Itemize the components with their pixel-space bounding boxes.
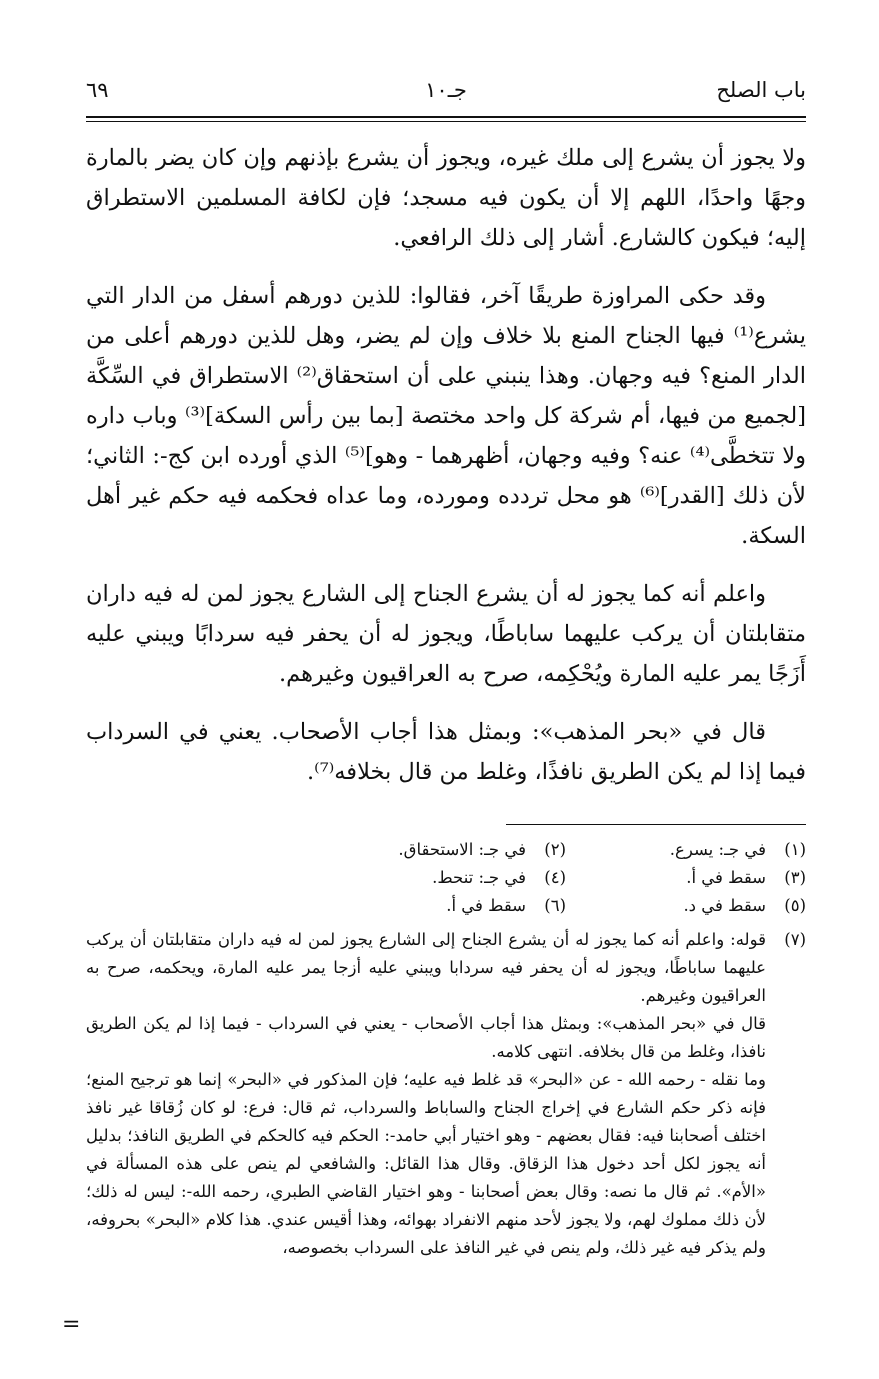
footnote-row bbox=[86, 892, 806, 920]
footnote-separator bbox=[506, 824, 806, 825]
footnote-row bbox=[86, 836, 806, 864]
header-rule-thin bbox=[86, 121, 806, 122]
footnote bbox=[566, 836, 806, 864]
footnote-text: سقط في أ. bbox=[686, 868, 766, 887]
footnote-number: (٦) bbox=[544, 896, 566, 915]
footnote-text: في جـ: الاستحقاق. bbox=[398, 840, 526, 859]
short-footnotes bbox=[86, 836, 806, 920]
main-paragraph: قال في «بحر المذهب»: وبمثل هذا أجاب الأصحاب. يعني في السرداب فيما إذا لم يكن الطريق نافذًا، وغلط من قال بخلافه⁽⁷⁾. bbox=[86, 719, 806, 785]
main-paragraph: واعلم أنه كما يجوز له أن يشرع الجناح إلى الشارع يجوز لمن له فيه داران متقابلتان أن يركب عليهما ساباطًا، ويجوز له أن يحفر فيه سردابًا ويبني عليه أَزَجًا يمر عليه المارة ويُحْكِمه، صرح به العراقيون وغيرهم. bbox=[86, 581, 806, 687]
footnote bbox=[566, 892, 806, 920]
footnote bbox=[566, 864, 806, 892]
footnote-number: (٤) bbox=[544, 868, 566, 887]
running-header bbox=[86, 78, 806, 108]
footnote-text: سقط في أ. bbox=[446, 896, 526, 915]
header-rule-thick bbox=[86, 116, 806, 118]
footnote bbox=[326, 892, 566, 920]
footnote-number: (٧) bbox=[784, 930, 806, 949]
footnote-paragraph: وما نقله - رحمه الله - عن «البحر» قد غلط فيه عليه؛ فإن المذكور في «البحر» إنما هو ترجيح المنع؛ فإنه ذكر حكم الشارع في إخراج الجناح والساباط والسرداب، ثم قال: فرع: لو كان زُقاقا غير نافذ اختلف أصحابنا فيه: فقال بعضهم - وهو اختيار أبي حامد-: الحكم فيه كالحكم في الطريق النافذ؛ بدليل أنه يجوز لكل أحد دخول هذا الزقاق. وقال هذا القائل: والشافعي لم ينص على هذه المسألة في «الأم». ثم قال ما نصه: وقال بعض أصحابنا - وهو اختيار القاضي الطبري، رحمه الله-: ليس له ذلك؛ لأن ذلك مملوك لهم، ولا يجوز لأحد منهم الانفراد بهوائه، وهذا أقيس عندي. هذا كلام «البحر» بحروفه، ولم يذكر فيه غير ذلك، ولم ينص في غير النافذ على السرداب بخصوصه، bbox=[86, 1070, 766, 1257]
long-footnote bbox=[86, 926, 806, 1262]
continuation-mark: = bbox=[62, 1312, 81, 1337]
footnote-text: في جـ: تنحط. bbox=[432, 868, 526, 887]
footnote-number: (٥) bbox=[784, 896, 806, 915]
footnote-number: (١) bbox=[784, 840, 806, 859]
footnote-paragraph: قوله: واعلم أنه كما يجوز له أن يشرع الجناح إلى الشارع يجوز لمن له فيه داران متقابلتان أن يركب عليهما ساباطًا، ويجوز له أن يحفر فيه سردابا ويبني عليه أزجا يمر عليه المارة، ويحكمه، صرح به العراقيون وغيرهم. bbox=[86, 930, 766, 1005]
long-footnote-body bbox=[86, 926, 766, 1262]
chapter-title: باب الصلح bbox=[716, 78, 806, 102]
footnote-number: (٣) bbox=[784, 868, 806, 887]
footnote-number: (٢) bbox=[544, 840, 566, 859]
footnote-text: في جـ: يسرع. bbox=[669, 840, 766, 859]
footnote-paragraph: قال في «بحر المذهب»: وبمثل هذا أجاب الأصحاب - يعني في السرداب - فيما إذا لم يكن الطريق نافذا، وغلط من قال بخلافه. انتهى كلامه. bbox=[86, 1014, 766, 1061]
footnote-row bbox=[86, 864, 806, 892]
volume-label: جـ١٠ bbox=[425, 78, 467, 102]
main-paragraph: ولا يجوز أن يشرع إلى ملك غيره، ويجوز أن يشرع بإذنهم وإن كان يضر بالمارة وجهًا واحدًا، اللهم إلا أن يكون فيه مسجد؛ فإن لكافة المسلمين الاستطراق إليه؛ فيكون كالشارع. أشار إلى ذلك الرافعي. bbox=[86, 145, 806, 251]
page-number: ٦٩ bbox=[86, 78, 109, 102]
footnote bbox=[326, 864, 566, 892]
main-text bbox=[86, 138, 806, 810]
footnote bbox=[326, 836, 566, 864]
footnote-text: سقط في د. bbox=[683, 896, 766, 915]
main-paragraph: وقد حكى المراوزة طريقًا آخر، فقالوا: للذين دورهم أسفل من الدار التي يشرع⁽¹⁾ فيها الجناح المنع بلا خلاف وإن لم يضر، وهل للذين دورهم أعلى من الدار المنع؟ فيه وجهان. وهذا ينبني على أن استحقاق⁽²⁾ الاستطراق في السِّكَّة [لجميع من فيها، أم شركة كل واحد مختصة [بما بين رأس السكة]⁽³⁾ وباب داره ولا تتخطَّى⁽⁴⁾ عنه؟ وفيه وجهان، أظهرهما - وهو]⁽⁵⁾ الذي أورده ابن كج-: الثاني؛ لأن ذلك [القدر]⁽⁶⁾ هو محل تردده ومورده، وما عداه فحكمه فيه حكم غير أهل السكة. bbox=[86, 283, 806, 549]
